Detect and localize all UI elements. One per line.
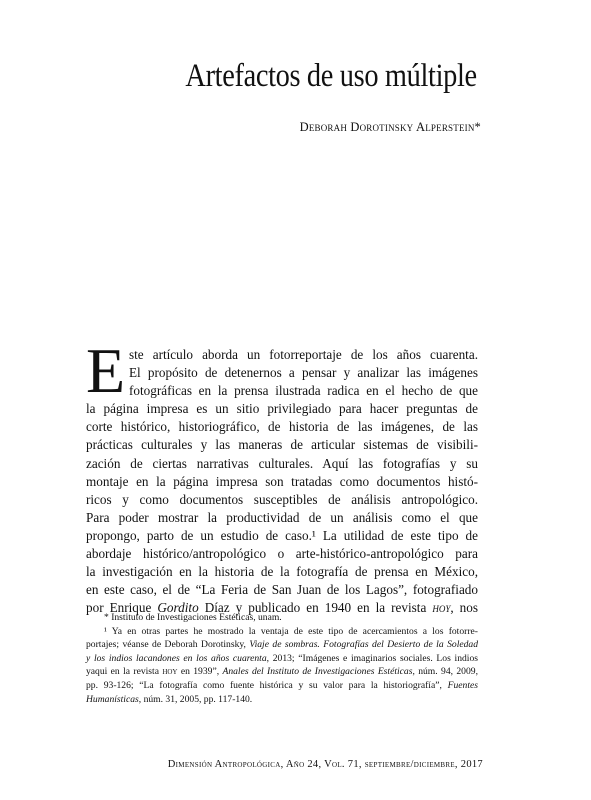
body-line: montaje en la página impresa son tratadas como documentos histó- (86, 473, 478, 489)
body-line: prácticas culturales y las maneras de articular sistemas de visibili- (86, 437, 478, 453)
body-line: fotográficas en la prensa ilustrada radica en el hecho de que (129, 383, 478, 399)
footnote-1-line: portajes; véanse de Deborah Dorotinsky, Viaje de sombras. Fotografías del Desierto de la Soledad (86, 639, 479, 651)
footnote-1-line: Humanísticas, núm. 31, 2005, pp. 117-140. (86, 693, 253, 705)
footnote-1-line: pp. 93-126; “La fotografía como fuente histórica y su valor para la historiografía”, Fuentes (86, 679, 478, 691)
author-name: Deborah Dorotinsky Alperstein* (299, 120, 481, 134)
body-line: corte histórico, historiográfico, de historia de las imágenes, de las (86, 419, 478, 435)
article-title: Artefactos de uso múltiple (185, 58, 477, 94)
body-line: El propósito de detenernos a pensar y analizar las imágenes (129, 365, 478, 381)
footnote-1-line: y los indios lacandones en los años cuarenta, 2013; “Imágenes e imaginarios sociales. Los indios (86, 652, 478, 664)
body-line: la investigación en la historia de la fotografía de prensa en México, (86, 564, 478, 580)
body-line: la página impresa es un sitio privilegiado para hacer preguntas de (86, 401, 478, 417)
drop-cap: E (86, 335, 126, 406)
footnote-affiliation: * Instituto de Investigaciones Estéticas, unam. (104, 612, 282, 623)
body-line: zación de ciertas narrativas culturales. Aquí las fotografías y su (86, 455, 478, 471)
footnote-1-line: yaqui en la revista hoy en 1939”, Anales del Instituto de Investigaciones Estéticas, núm. 94, 2009, (86, 666, 478, 678)
body-line: ricos y como documentos susceptibles de análisis antropológico. (86, 491, 478, 507)
body-line: Para poder mostrar la productividad de un análisis como el que (86, 509, 478, 525)
footnotes (86, 611, 478, 706)
body-line: en este caso, el de “La Feria de San Juan de los Lagos”, fotografiado (86, 582, 478, 598)
footnote-1-line: ¹ Ya en otras partes he mostrado la ventaja de este tipo de acercamientos a los fotorre- (104, 625, 478, 637)
article-body (86, 346, 478, 617)
body-line: por Enrique Gordito Díaz y publicado en 1940 en la revista hoy, nos (86, 600, 479, 616)
running-footer: Dimensión Antropológica, Año 24, Vol. 71, septiembre/diciembre, 2017 (167, 759, 483, 770)
body-line: propongo, parto de un estudio de caso.¹ La utilidad de este tipo de (86, 527, 478, 543)
body-line: abordaje histórico/antropológico o arte-histórico-antropológico para (86, 546, 478, 562)
body-line: ste artículo aborda un fotorreportaje de los años cuarenta. (129, 347, 478, 362)
